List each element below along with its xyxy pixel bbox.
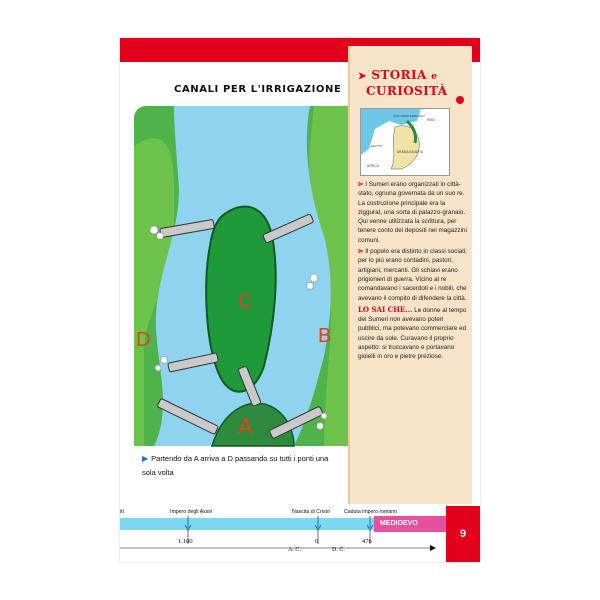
map-label-sea: MAR MEDITERRANEO — [393, 114, 425, 118]
medioevo-band: MEDIOEVO — [374, 516, 446, 532]
map-label-egypt: EGITTO — [371, 144, 383, 148]
history-sidebar — [348, 46, 472, 504]
arrow-right-icon: ➤ — [358, 71, 367, 82]
map-label-arabia: ARABIA SAUDITA — [397, 150, 423, 154]
sidebar-paragraph-1: ⊳ I Sumeri erano organizzati in città-stato, ognuna governata da un suo re. La costruzione principale era la ziggurat, una sorta di palazzo-granaio. Qui venne utilizzata la scrittura, per tenere conto dei depositi nei magazzini comuni. — [358, 181, 467, 244]
timeline-era-after: D. C. — [332, 547, 345, 553]
activity-instruction: ▶ Partendo da A arriva a D passando su tutti i ponti una sola volta — [142, 454, 329, 477]
lo-sai-che-box: LO SAI CHE... Le donne al tempo dei Sumeri non avevano poteri pubblici, ma potevano commerciare ed uscire da sole. Curavano il proprio aspetto: si truccavano e portavano gioielli in oro e pietre preziose. — [358, 304, 467, 361]
page-number: 9 — [446, 506, 480, 562]
activity-title: CANALI PER L'IRRIGAZIONE — [174, 84, 342, 95]
timeline-value-cristo: 0 — [315, 538, 319, 545]
label-b: B — [318, 325, 332, 347]
timeline-value-assiri: 1.100 — [178, 538, 193, 545]
timeline-event-roma: Caduta impero romano — [344, 509, 398, 515]
timeline-markers — [120, 514, 446, 554]
timeline-event-cristo: Nascita di Cristo — [292, 509, 330, 515]
river-maze-illustration — [134, 106, 348, 474]
timeline-era-before: A. C. — [288, 547, 301, 553]
sidebar-body — [358, 180, 468, 364]
bullet-arrow-icon: ⊳ — [358, 248, 364, 256]
map-label-africa: AFRICA — [367, 164, 379, 168]
timeline-value-roma: 476 — [362, 538, 372, 545]
timeline-cut-label: iti — [120, 509, 124, 515]
sidebar-paragraph-2: ⊳ Il popolo era distinto in classi sociali; per lo più erano contadini, pastori, artigiani, mercanti. Gli schiavi erano prigionieri di guerra. Vicino al re comandavano i sacerdoti e i nobili, che avevano il compito di difendere la città. — [358, 248, 467, 302]
sidebar-title: ➤ STORIA e CURIOSITÀ — [358, 68, 448, 98]
history-timeline — [120, 506, 480, 562]
bullet-arrow-icon: ⊳ — [358, 181, 364, 188]
label-d: D — [136, 329, 151, 351]
book-page — [120, 38, 480, 562]
label-a: A — [238, 414, 253, 439]
map-label-iran: IRAN — [427, 118, 435, 122]
label-c: C — [238, 291, 253, 313]
timeline-event-assiri: Impero degli Assiri — [170, 509, 213, 515]
red-dot-icon — [456, 96, 464, 104]
mesopotamia-map — [360, 108, 450, 176]
play-arrow-icon: ▶ — [142, 454, 149, 463]
